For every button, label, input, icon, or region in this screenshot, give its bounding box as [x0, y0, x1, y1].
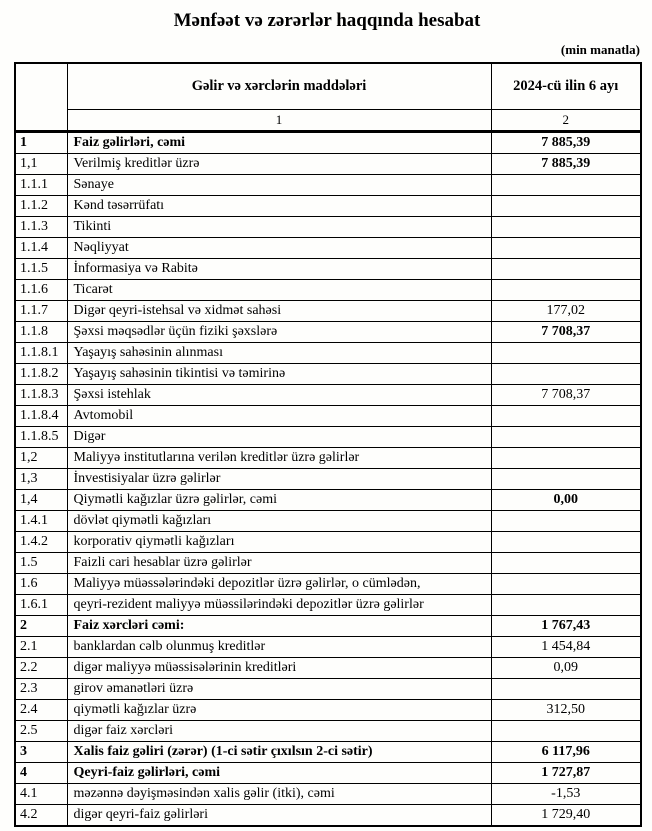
row-value	[491, 594, 641, 615]
row-value: 6 117,96	[491, 741, 641, 762]
row-label: İnformasiya və Rabitə	[67, 258, 491, 279]
header-items-column: Gəlir və xərclərin maddələri	[67, 63, 491, 109]
row-label: qiymətli kağızlar üzrə	[67, 699, 491, 720]
row-no: 4.2	[15, 804, 67, 826]
row-no: 2	[15, 615, 67, 636]
row-value: 177,02	[491, 300, 641, 321]
table-row	[15, 489, 641, 510]
row-value: 1 727,87	[491, 762, 641, 783]
row-label: Maliyyə institutlarına verilən kreditlər üzrə gəlirlər	[67, 447, 491, 468]
row-no: 1.6.1	[15, 594, 67, 615]
row-value	[491, 531, 641, 552]
row-label: Kənd təsərrüfatı	[67, 195, 491, 216]
row-label: Şəxsi məqsədlər üçün fiziki şəxslərə	[67, 321, 491, 342]
row-no: 1.1.8	[15, 321, 67, 342]
table-body	[15, 131, 641, 826]
row-no: 3	[15, 741, 67, 762]
row-no: 1.1.6	[15, 279, 67, 300]
table-row	[15, 174, 641, 195]
row-no: 1.1.8.4	[15, 405, 67, 426]
table-row	[15, 153, 641, 174]
row-no: 1.1.2	[15, 195, 67, 216]
row-value	[491, 447, 641, 468]
table-row	[15, 342, 641, 363]
table-row	[15, 321, 641, 342]
row-no: 1,3	[15, 468, 67, 489]
row-no: 1.1.1	[15, 174, 67, 195]
table-row	[15, 237, 641, 258]
row-label: digər faiz xərcləri	[67, 720, 491, 741]
row-label: Maliyyə müəssələrindəki depozitlər üzrə gəlirlər, o cümlədən,	[67, 573, 491, 594]
row-value	[491, 405, 641, 426]
row-label: Yaşayış sahəsinin alınması	[67, 342, 491, 363]
row-no: 2.1	[15, 636, 67, 657]
table-row	[15, 762, 641, 783]
table-row	[15, 594, 641, 615]
table-row	[15, 405, 641, 426]
table-row	[15, 783, 641, 804]
table-row	[15, 363, 641, 384]
table-row	[15, 468, 641, 489]
unit-note: (min manatla)	[560, 42, 640, 57]
row-label: Digər	[67, 426, 491, 447]
table-row	[15, 804, 641, 826]
table-row	[15, 573, 641, 594]
page-title: Mənfəət və zərərlər haqqında hesabat	[173, 10, 481, 31]
table-row	[15, 657, 641, 678]
table-row	[15, 279, 641, 300]
table-row	[15, 615, 641, 636]
row-value: 7 708,37	[491, 384, 641, 405]
row-no: 1.1.8.3	[15, 384, 67, 405]
row-label: dövlət qiymətli kağızları	[67, 510, 491, 531]
row-no: 4	[15, 762, 67, 783]
row-label: Qiymətli kağızlar üzrə gəlirlər, cəmi	[67, 489, 491, 510]
row-value: 7 885,39	[491, 131, 641, 153]
row-no: 4.1	[15, 783, 67, 804]
row-label: Faizli cari hesablar üzrə gəlirlər	[67, 552, 491, 573]
row-label: Verilmiş kreditlər üzrə	[67, 153, 491, 174]
row-label: Digər qeyri-istehsal və xidmət sahəsi	[67, 300, 491, 321]
row-value	[491, 216, 641, 237]
row-value	[491, 342, 641, 363]
header-row-titles	[15, 63, 641, 109]
row-value	[491, 363, 641, 384]
row-value	[491, 678, 641, 699]
row-label: Şəxsi istehlak	[67, 384, 491, 405]
report-table	[14, 62, 642, 827]
row-label: Faiz gəlirləri, cəmi	[67, 131, 491, 153]
row-label: korporativ qiymətli kağızları	[67, 531, 491, 552]
row-no: 1.6	[15, 573, 67, 594]
table-row	[15, 741, 641, 762]
row-value	[491, 573, 641, 594]
table-row	[15, 426, 641, 447]
row-label: Faiz xərcləri cəmi:	[67, 615, 491, 636]
row-label: Avtomobil	[67, 405, 491, 426]
row-no: 1.4.1	[15, 510, 67, 531]
row-label: İnvestisiyalar üzrə gəlirlər	[67, 468, 491, 489]
table-row	[15, 552, 641, 573]
row-label: Sənaye	[67, 174, 491, 195]
table-row	[15, 195, 641, 216]
row-no: 2.4	[15, 699, 67, 720]
row-no: 1,1	[15, 153, 67, 174]
row-value: 1 729,40	[491, 804, 641, 826]
row-no: 1.1.8.1	[15, 342, 67, 363]
row-no: 1,4	[15, 489, 67, 510]
table-row	[15, 216, 641, 237]
table-row	[15, 678, 641, 699]
row-no: 1.1.8.2	[15, 363, 67, 384]
row-value: 7 885,39	[491, 153, 641, 174]
row-value	[491, 279, 641, 300]
row-no: 1.5	[15, 552, 67, 573]
row-no: 2.5	[15, 720, 67, 741]
row-value	[491, 258, 641, 279]
header-corner-cell	[15, 63, 67, 131]
row-value: 312,50	[491, 699, 641, 720]
row-label: Tikinti	[67, 216, 491, 237]
header-column-number-2: 2	[491, 109, 641, 131]
row-no: 2.2	[15, 657, 67, 678]
row-label: Nəqliyyat	[67, 237, 491, 258]
table-row	[15, 720, 641, 741]
table-row	[15, 300, 641, 321]
row-value: 1 454,84	[491, 636, 641, 657]
table-row	[15, 447, 641, 468]
row-value	[491, 468, 641, 489]
row-no: 1.1.7	[15, 300, 67, 321]
row-no: 1.4.2	[15, 531, 67, 552]
row-no: 1.1.4	[15, 237, 67, 258]
row-value	[491, 195, 641, 216]
header-column-number-1: 1	[67, 109, 491, 131]
table-row	[15, 131, 641, 153]
row-value: 0,09	[491, 657, 641, 678]
row-label: məzənnə dəyişməsindən xalis gəlir (itki), cəmi	[67, 783, 491, 804]
row-label: girov əmanətləri üzrə	[67, 678, 491, 699]
table-header	[15, 63, 641, 131]
row-value: 0,00	[491, 489, 641, 510]
row-value	[491, 174, 641, 195]
row-value: 7 708,37	[491, 321, 641, 342]
row-label: digər qeyri-faiz gəlirləri	[67, 804, 491, 826]
row-value	[491, 720, 641, 741]
header-row-column-numbers	[15, 109, 641, 131]
row-no: 1.1.5	[15, 258, 67, 279]
row-label: Xalis faiz gəliri (zərər) (1-ci sətir çıxılsın 2-ci sətir)	[67, 741, 491, 762]
table-row	[15, 384, 641, 405]
row-no: 2.3	[15, 678, 67, 699]
row-no: 1.1.8.5	[15, 426, 67, 447]
row-value	[491, 426, 641, 447]
table-row	[15, 531, 641, 552]
row-label: Ticarət	[67, 279, 491, 300]
table-row	[15, 699, 641, 720]
row-value	[491, 552, 641, 573]
table-row	[15, 258, 641, 279]
row-no: 1.1.3	[15, 216, 67, 237]
table-row	[15, 510, 641, 531]
row-label: Yaşayış sahəsinin tikintisi və təmirinə	[67, 363, 491, 384]
row-label: banklardan cəlb olunmuş kreditlər	[67, 636, 491, 657]
row-value	[491, 510, 641, 531]
row-value	[491, 237, 641, 258]
row-no: 1	[15, 131, 67, 153]
row-label: Qeyri-faiz gəlirləri, cəmi	[67, 762, 491, 783]
row-value: 1 767,43	[491, 615, 641, 636]
row-value: -1,53	[491, 783, 641, 804]
row-label: digər maliyyə müəssisələrinin kreditləri	[67, 657, 491, 678]
table-row	[15, 636, 641, 657]
row-no: 1,2	[15, 447, 67, 468]
row-label: qeyri-rezident maliyyə müəssilərindəki depozitlər üzrə gəlirlər	[67, 594, 491, 615]
header-period-column: 2024-cü ilin 6 ayı	[491, 63, 641, 109]
